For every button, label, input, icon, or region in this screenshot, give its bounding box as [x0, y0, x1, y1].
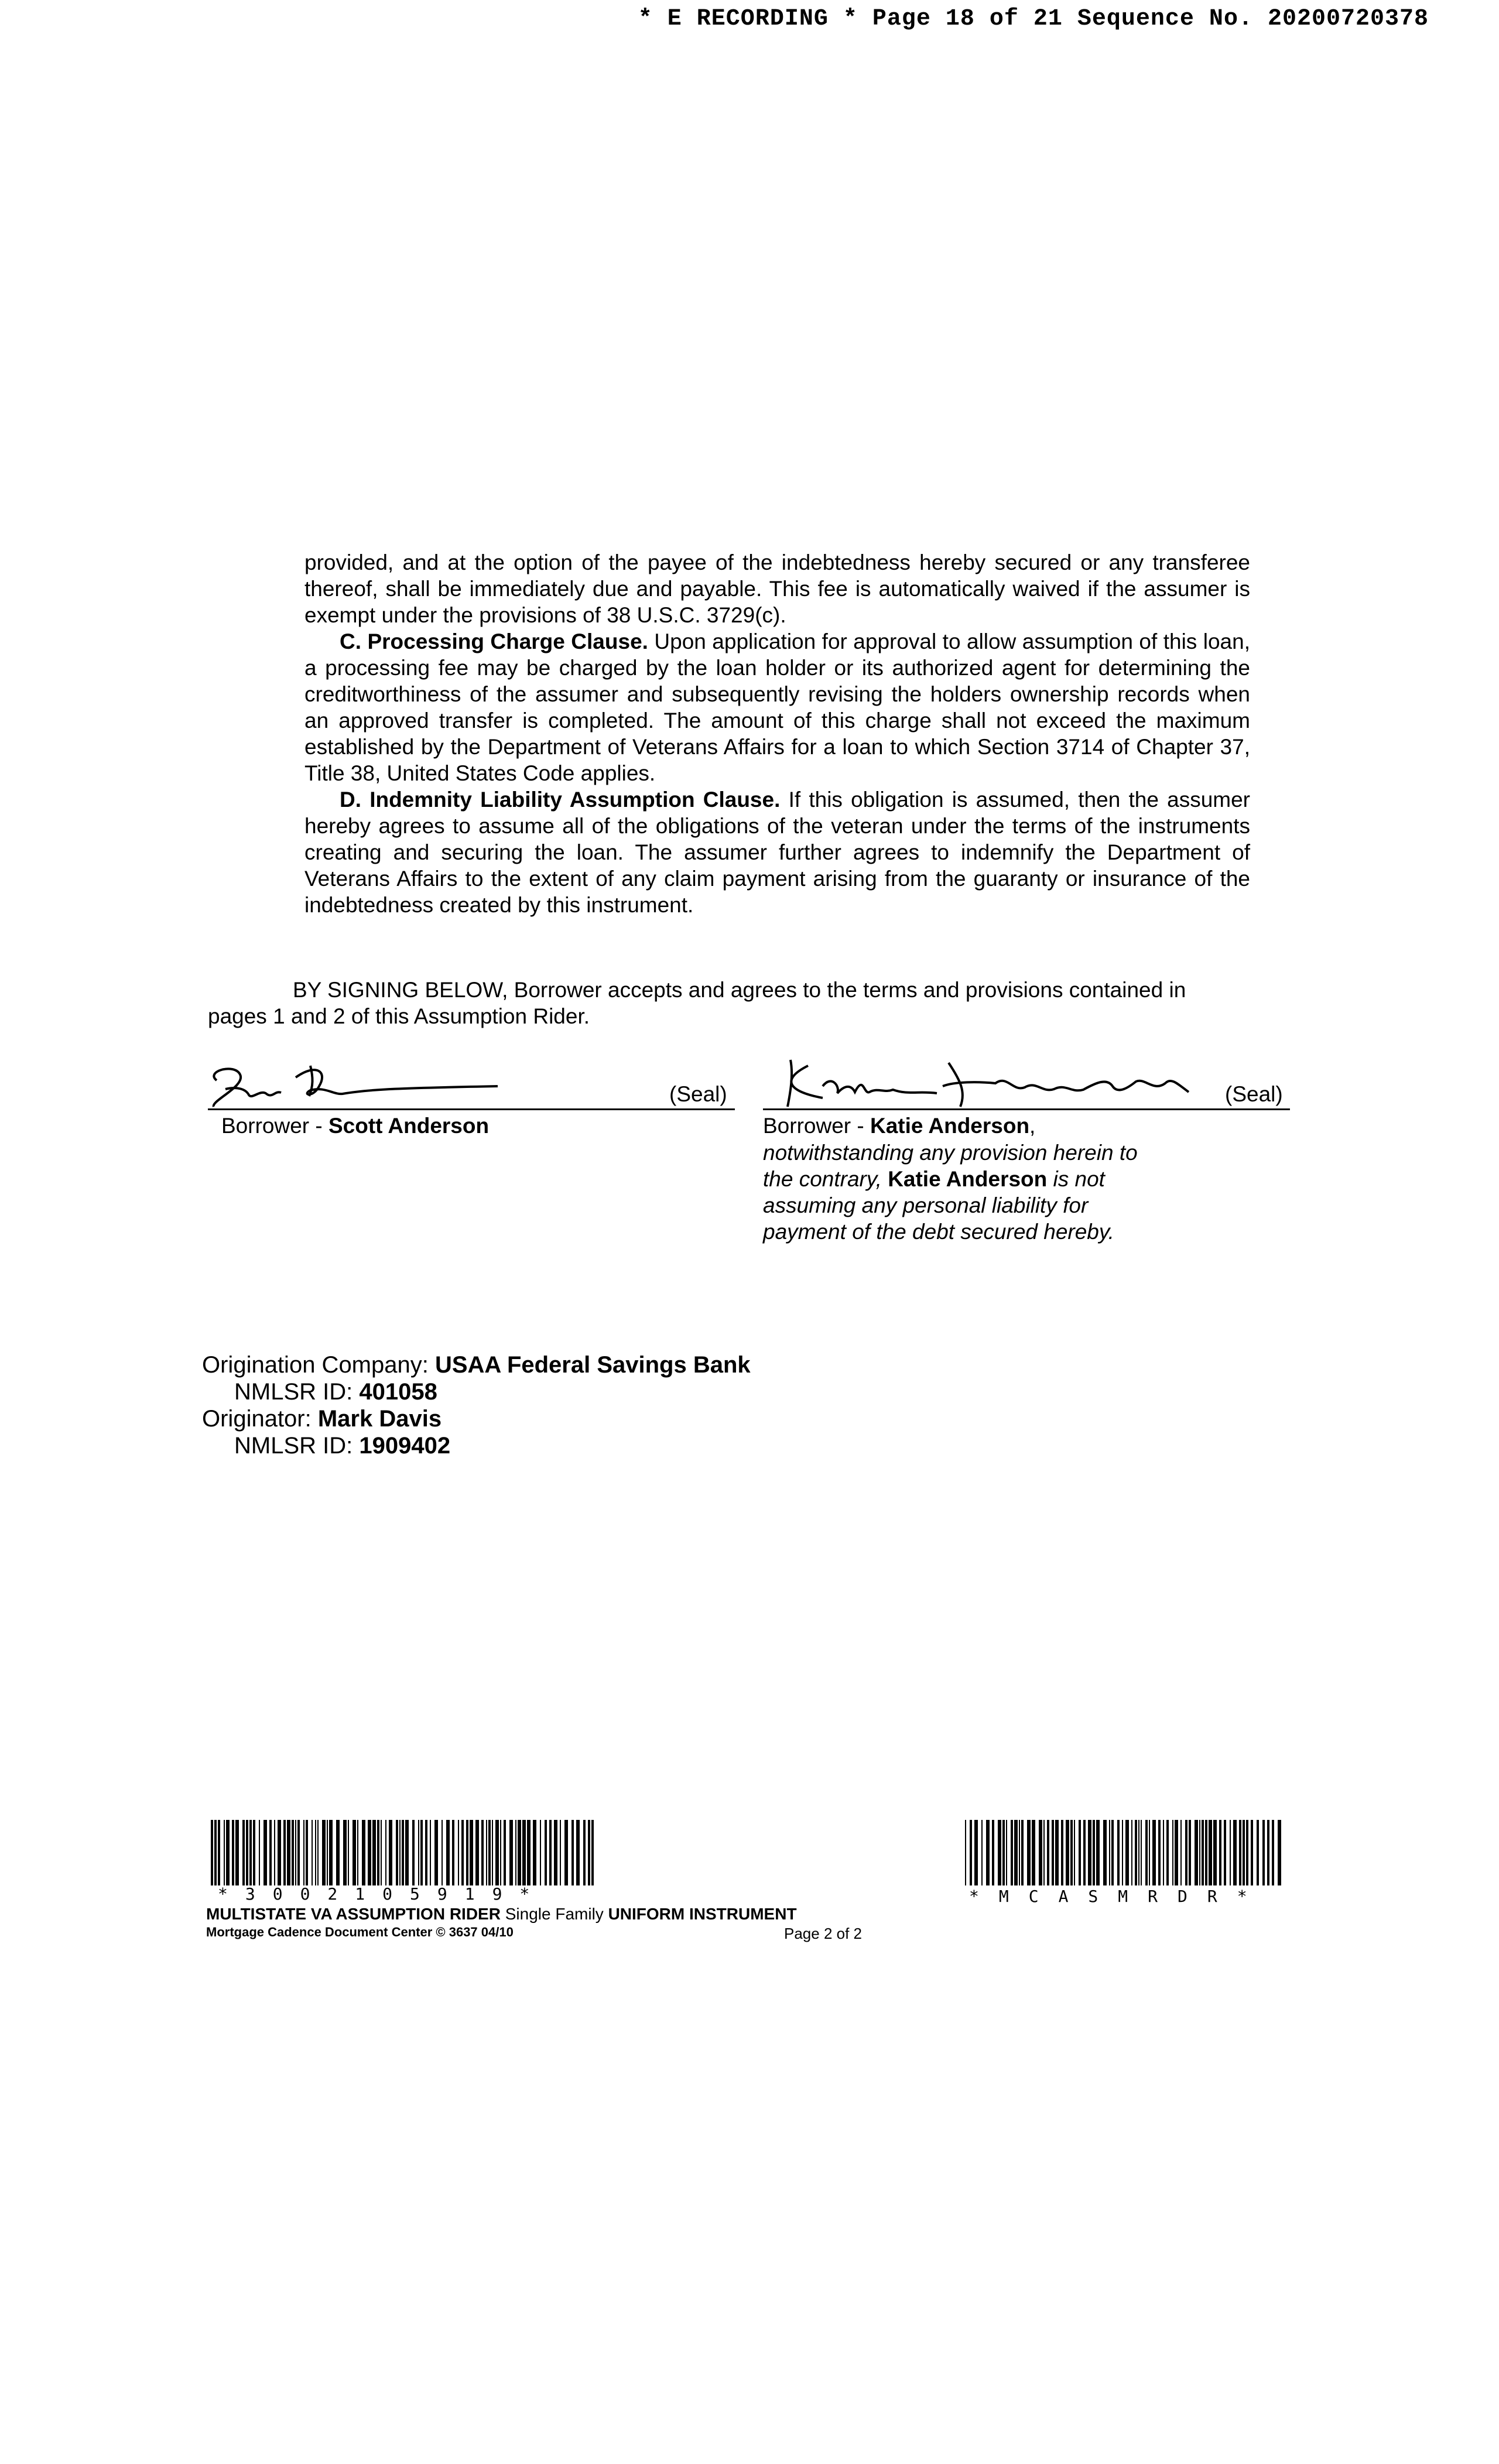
- barcode-bar: [1246, 1820, 1248, 1885]
- barcode-bar: [327, 1820, 328, 1885]
- borrower-2-label: [763, 1113, 1035, 1139]
- barcode-bar: [381, 1820, 382, 1885]
- barcode-bar: [486, 1820, 487, 1885]
- barcode-bar: [492, 1820, 493, 1885]
- form-title-part-3: UNIFORM INSTRUMENT: [608, 1905, 797, 1923]
- barcode-bar: [1149, 1820, 1150, 1885]
- barcode-bar: [412, 1820, 415, 1885]
- borrower-2-name: Katie Anderson: [870, 1114, 1030, 1138]
- barcode-bar: [515, 1820, 516, 1885]
- liability-disclaimer: [763, 1139, 1161, 1245]
- barcode-bar: [1267, 1820, 1269, 1885]
- barcode-bar: [1175, 1820, 1178, 1885]
- barcode-bar: [420, 1820, 423, 1885]
- barcode-bar: [986, 1820, 990, 1885]
- barcode-bar: [224, 1820, 225, 1885]
- barcode-bar: [1135, 1820, 1137, 1885]
- barcode-bar: [226, 1820, 230, 1885]
- barcode-bar: [1199, 1820, 1200, 1885]
- barcode-bar: [1032, 1820, 1035, 1885]
- barcode-bar: [352, 1820, 356, 1885]
- barcode-bar: [1011, 1820, 1013, 1885]
- barcode-bar: [1262, 1820, 1265, 1885]
- page-number: Page 2 of 2: [784, 1925, 862, 1942]
- barcode-bar: [466, 1820, 468, 1885]
- signature-line-1: [208, 1108, 735, 1110]
- barcode-bar: [1111, 1820, 1114, 1885]
- barcode-bar: [509, 1820, 513, 1885]
- form-subline: [206, 1925, 862, 1940]
- barcode-bar: [377, 1820, 379, 1885]
- barcode-bar: [1052, 1820, 1054, 1885]
- document-barcode-text: *3002105919*: [218, 1884, 547, 1904]
- barcode-bar: [981, 1820, 983, 1885]
- barcode-bar: [246, 1820, 248, 1885]
- barcode-bar: [992, 1820, 994, 1885]
- borrower-1-prefix: Borrower -: [221, 1114, 328, 1138]
- originator-nmlsr-line: [202, 1432, 751, 1459]
- clause-d-text: If this obligation is assumed, then the assumer hereby agrees to assume all of the obligations of the veteran under the terms of the instruments creating and securing the loan. The assumer further agrees to indemnify the Department of Veterans Affairs to the extent of any claim payment arising from the guaranty or insurance of the indebtedness created by this instrument.: [304, 788, 1250, 917]
- barcode-bar: [588, 1820, 590, 1885]
- barcode-bar: [1074, 1820, 1075, 1885]
- barcode-bar: [560, 1820, 561, 1885]
- barcode-bar: [297, 1820, 300, 1885]
- barcode-bar: [1257, 1820, 1259, 1885]
- clause-c-paragraph: [304, 628, 1250, 786]
- signature-line-2: [763, 1108, 1290, 1110]
- barcode-bar: [1189, 1820, 1191, 1885]
- barcode-bar: [974, 1820, 978, 1885]
- barcode-bar: [249, 1820, 252, 1885]
- barcode-bar: [430, 1820, 431, 1885]
- barcode-bar: [1185, 1820, 1187, 1885]
- intro-paragraph: provided, and at the option of the payee of the indebtedness hereby secured or any transferee thereof, shall be immediately due and payable. This fee is automatically waived if the assumer is exempt under the provisions of 38 U.S.C. 3729(c).: [304, 550, 1250, 627]
- barcode-bar: [554, 1820, 557, 1885]
- barcode-bar: [1047, 1820, 1049, 1885]
- clause-c-text: Upon application for approval to allow assumption of this loan, a processing fee may be charged by the loan holder or its authorized agent for determining the creditworthiness of the assumer and subsequently revising the holders ownership records when an approved transfer is completed. The amount of this charge shall not exceed the maximum established by the Department of Veterans Affairs for a loan to which Section 3714 of Chapter 37, Title 38, United States Code applies.: [304, 629, 1250, 785]
- signing-lead-line: BY SIGNING BELOW, Borrower accepts and agrees to the terms and provisions contained in: [293, 978, 1186, 1002]
- originator-nmlsr-value: 1909402: [359, 1433, 451, 1459]
- signature-katie-anderson: [767, 1051, 1212, 1115]
- barcode-bar: [1061, 1820, 1063, 1885]
- barcode-bar: [357, 1820, 358, 1885]
- document-barcode: [211, 1820, 597, 1885]
- signature-scott-anderson: [193, 1054, 521, 1113]
- origination-info: [202, 1351, 751, 1459]
- company-label: Origination Company:: [202, 1352, 435, 1378]
- borrower-1-label: [221, 1113, 489, 1139]
- barcode-bar: [452, 1820, 454, 1885]
- form-source: Mortgage Cadence Document Center © 3637 04/10: [206, 1925, 514, 1939]
- barcode-bar: [1180, 1820, 1182, 1885]
- company-nmlsr-line: [202, 1378, 751, 1405]
- form-title: [206, 1905, 797, 1924]
- barcode-bar: [1272, 1820, 1274, 1885]
- barcode-bar: [965, 1820, 966, 1885]
- company-nmlsr-value: 401058: [359, 1379, 437, 1405]
- barcode-bar: [368, 1820, 371, 1885]
- barcode-bar: [1125, 1820, 1129, 1885]
- barcode-bar: [481, 1820, 484, 1885]
- barcode-bar: [527, 1820, 531, 1885]
- barcode-bar: [522, 1820, 526, 1885]
- barcode-bar: [292, 1820, 294, 1885]
- barcode-bar: [564, 1820, 568, 1885]
- barcode-bar: [1209, 1820, 1212, 1885]
- barcode-bar: [1230, 1820, 1231, 1885]
- originator-line: [202, 1405, 751, 1432]
- form-barcode-text: *MCASMRDR*: [969, 1887, 1267, 1906]
- barcode-bar: [389, 1820, 392, 1885]
- form-title-part-1: MULTISTATE VA ASSUMPTION RIDER: [206, 1905, 501, 1923]
- barcode-bar: [399, 1820, 401, 1885]
- barcode-bar: [405, 1820, 409, 1885]
- signing-statement: [208, 977, 1288, 1029]
- barcode-bar: [425, 1820, 427, 1885]
- originator-nmlsr-label: NMLSR ID:: [234, 1433, 360, 1459]
- barcode-bar: [470, 1820, 473, 1885]
- barcode-bar: [1070, 1820, 1073, 1885]
- clause-d-paragraph: [304, 786, 1250, 918]
- barcode-bar: [545, 1820, 547, 1885]
- barcode-bar: [396, 1820, 398, 1885]
- barcode-bar: [269, 1820, 272, 1885]
- barcode-bar: [1088, 1820, 1091, 1885]
- barcode-bar: [1205, 1820, 1207, 1885]
- barcode-bar: [1195, 1820, 1198, 1885]
- barcode-bar: [583, 1820, 586, 1885]
- barcode-bar: [1243, 1820, 1245, 1885]
- barcode-bar: [303, 1820, 304, 1885]
- barcode-bar: [1019, 1820, 1020, 1885]
- barcode-bar: [495, 1820, 499, 1885]
- barcode-bar: [998, 1820, 1001, 1885]
- barcode-bar: [1066, 1820, 1069, 1885]
- disclaimer-part-1: notwithstanding any provision herein to the contrary,: [763, 1141, 1138, 1191]
- barcode-bar: [214, 1820, 217, 1885]
- barcode-bar: [500, 1820, 501, 1885]
- barcode-bar: [322, 1820, 326, 1885]
- barcode-bar: [1109, 1820, 1110, 1885]
- barcode-bar: [1152, 1820, 1156, 1885]
- barcode-bar: [1131, 1820, 1132, 1885]
- barcode-bar: [1043, 1820, 1045, 1885]
- barcode-bar: [1166, 1820, 1169, 1885]
- barcode-bar: [442, 1820, 443, 1885]
- company-value: USAA Federal Savings Bank: [434, 1352, 751, 1378]
- barcode-bar: [402, 1820, 404, 1885]
- disclaimer-name: Katie Anderson: [888, 1167, 1048, 1191]
- borrower-1-name: Scott Anderson: [328, 1114, 490, 1138]
- barcode-bar: [1219, 1820, 1221, 1885]
- company-nmlsr-label: NMLSR ID:: [234, 1379, 360, 1405]
- barcode-bar: [1093, 1820, 1095, 1885]
- barcode-bar: [287, 1820, 290, 1885]
- rider-body: [304, 549, 1250, 918]
- barcode-bar: [1096, 1820, 1100, 1885]
- originator-value: Mark Davis: [317, 1406, 442, 1432]
- barcode-bar: [242, 1820, 245, 1885]
- barcode-bar: [232, 1820, 234, 1885]
- clause-d-title: D. Indemnity Liability Assumption Clause.: [340, 788, 781, 812]
- barcode-bar: [218, 1820, 220, 1885]
- barcode-bar: [1141, 1820, 1142, 1885]
- disclaimer-part-2: is not assuming any personal liability for payment of the debt secured hereby.: [763, 1167, 1114, 1244]
- barcode-bar: [571, 1820, 574, 1885]
- clause-c-title: C. Processing Charge Clause.: [340, 629, 648, 653]
- barcode-bar: [461, 1820, 464, 1885]
- barcode-bar: [576, 1820, 580, 1885]
- barcode-bar: [259, 1820, 260, 1885]
- barcode-bar: [1021, 1820, 1024, 1885]
- barcode-bar: [263, 1820, 267, 1885]
- form-barcode: [965, 1820, 1281, 1885]
- barcode-bar: [306, 1820, 308, 1885]
- barcode-bar: [1213, 1820, 1217, 1885]
- signing-second-line: pages 1 and 2 of this Assumption Rider.: [208, 1004, 590, 1028]
- seal-label-1: (Seal): [669, 1082, 727, 1106]
- borrower-2-prefix: Borrower -: [763, 1114, 870, 1138]
- barcode-bar: [1138, 1820, 1139, 1885]
- barcode-bar: [211, 1820, 213, 1885]
- barcode-bar: [533, 1820, 536, 1885]
- seal-label-2: (Seal): [1225, 1082, 1283, 1106]
- originator-label: Originator:: [202, 1406, 318, 1432]
- barcode-bar: [518, 1820, 521, 1885]
- barcode-bar: [372, 1820, 376, 1885]
- barcode-bar: [1202, 1820, 1204, 1885]
- barcode-bar: [1027, 1820, 1031, 1885]
- barcode-bar: [1079, 1820, 1081, 1885]
- barcode-bar: [312, 1820, 313, 1885]
- barcode-bar: [362, 1820, 365, 1885]
- barcode-bar: [283, 1820, 286, 1885]
- barcode-bar: [1251, 1820, 1253, 1885]
- barcode-bar: [1145, 1820, 1148, 1885]
- barcode-bar: [458, 1820, 459, 1885]
- recording-header: * E RECORDING * Page 18 of 21 Sequence No. 20200720378: [638, 6, 1429, 32]
- barcode-bar: [329, 1820, 333, 1885]
- barcode-bar: [274, 1820, 275, 1885]
- barcode-bar: [385, 1820, 386, 1885]
- barcode-bar: [278, 1820, 281, 1885]
- barcode-bar: [1224, 1820, 1226, 1885]
- barcode-bar: [1117, 1820, 1120, 1885]
- barcode-bar: [295, 1820, 296, 1885]
- barcode-bar: [348, 1820, 349, 1885]
- barcode-bar: [235, 1820, 239, 1885]
- barcode-bar: [1233, 1820, 1237, 1885]
- barcode-bar: [540, 1820, 541, 1885]
- barcode-bar: [1002, 1820, 1005, 1885]
- borrower-2-comma: ,: [1029, 1114, 1036, 1138]
- barcode-bar: [970, 1820, 972, 1885]
- form-title-part-2: Single Family: [500, 1905, 608, 1923]
- barcode-bar: [475, 1820, 479, 1885]
- barcode-bar: [446, 1820, 450, 1885]
- barcode-bar: [1278, 1820, 1281, 1885]
- barcode-bar: [1014, 1820, 1018, 1885]
- barcode-bar: [1006, 1820, 1007, 1885]
- barcode-bar: [317, 1820, 319, 1885]
- barcode-bar: [1103, 1820, 1107, 1885]
- barcode-bar: [591, 1820, 594, 1885]
- barcode-bar: [488, 1820, 491, 1885]
- barcode-bar: [253, 1820, 255, 1885]
- barcode-bar: [1055, 1820, 1059, 1885]
- barcode-bar: [336, 1820, 340, 1885]
- barcode-bar: [549, 1820, 552, 1885]
- barcode-bar: [434, 1820, 438, 1885]
- barcode-bar: [1172, 1820, 1173, 1885]
- barcode-bar: [315, 1820, 316, 1885]
- barcode-bar: [1163, 1820, 1164, 1885]
- barcode-bar: [1039, 1820, 1042, 1885]
- origination-company-line: [202, 1351, 751, 1378]
- barcode-bar: [1122, 1820, 1123, 1885]
- barcode-bar: [418, 1820, 419, 1885]
- barcode-bar: [343, 1820, 347, 1885]
- barcode-bar: [1239, 1820, 1241, 1885]
- barcode-bar: [1083, 1820, 1086, 1885]
- barcode-bar: [504, 1820, 506, 1885]
- barcode-bar: [1158, 1820, 1161, 1885]
